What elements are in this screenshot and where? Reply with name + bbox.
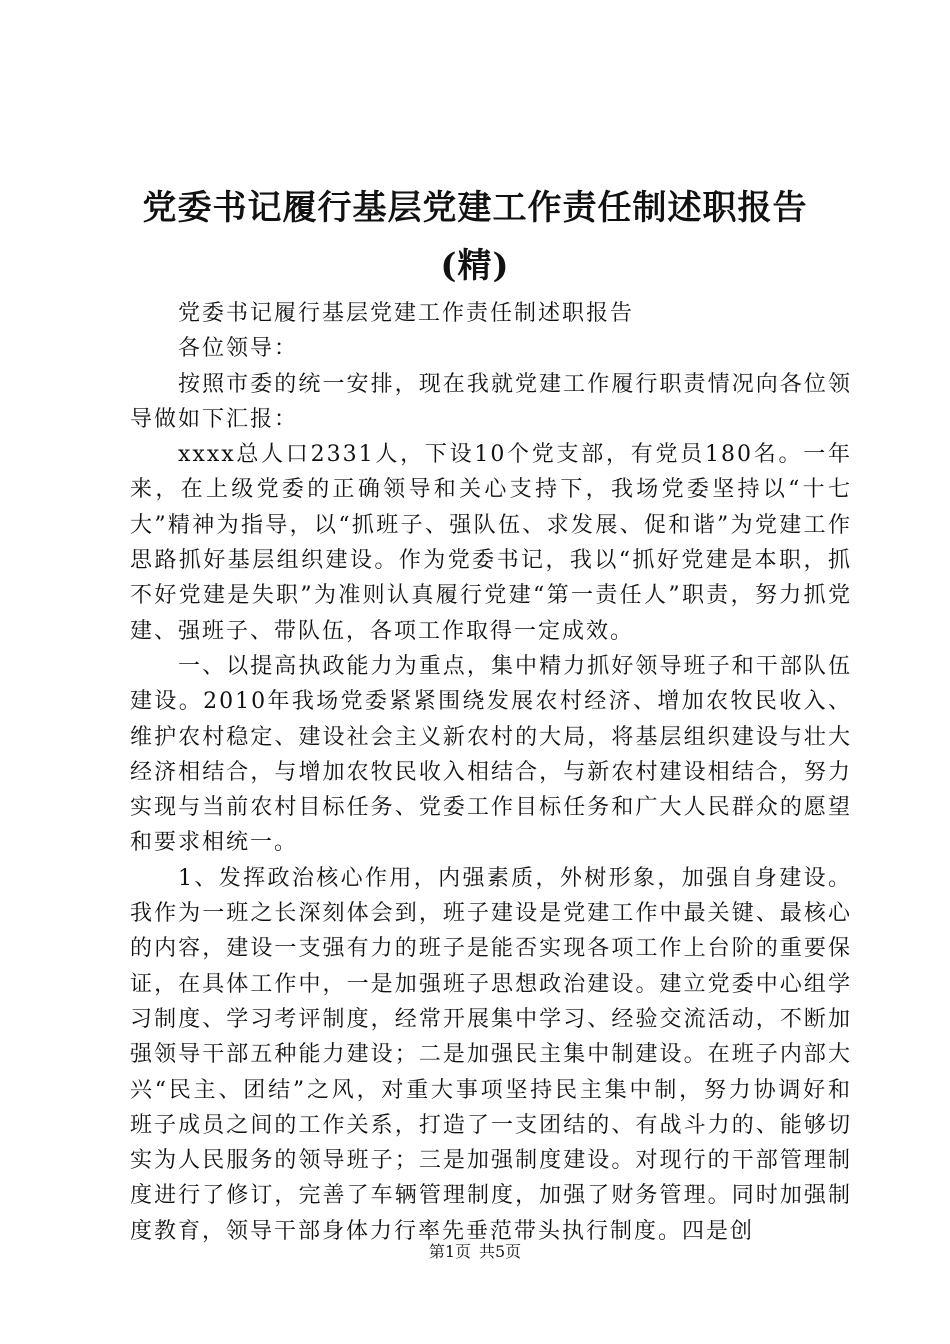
paragraph-salutation: 各位领导： (178, 336, 299, 362)
document-body (130, 296, 852, 1249)
page-number: 第1页 (428, 1242, 471, 1261)
document-title-line2: (精) (440, 246, 510, 286)
document-title-line1: 党委书记履行基层党建工作责任制述职报告 (142, 188, 808, 228)
paragraph-item-one: 1、发挥政治核心作用，内强素质，外树形象，加强自身建设。我作为一班之长深刻体会到，班子建设是党建工作中最关键、最核心的内容，建设一支强有力的班子是能否实现各项工作上台阶的重要保证，在具体工作中，一是加强班子思想政治建设。建立党委中心组学习制度、学习考评制度，经常开展集中学习、经验交流活动，不断加强领导干部五种能力建设；二是加强民主集中制建设。在班子内部大兴“民主、团结”之风，对重大事项坚持民主集中制，努力协调好和班子成员之间的工作关系，打造了一支团结的、有战斗力的、能够切实为人民服务的领导班子；三是加强制度建设。对现行的干部管理制度进行了修订，完善了车辆管理制度，加强了财务管理。同时加强制度教育，领导干部身体力行率先垂范带头执行制度。四是创 (130, 865, 852, 1244)
paragraph-subtitle: 党委书记履行基层党建工作责任制述职报告 (178, 301, 635, 326)
paragraph-intro: 按照市委的统一安排，现在我就党建工作履行职责情况向各位领导做如下汇报： (130, 371, 852, 432)
paragraph-section-one: 一、以提高执政能力为重点，集中精力抓好领导班子和干部队伍建设。2010年我场党委紧紧围绕发展农村经济、增加农牧民收入、维护农村稳定、建设社会主义新农村的大局，将基层组织建设与壮大经济相结合，与增加农牧民收入相结合，与新农村建设相结合，努力实现与当前农村目标任务、党委工作目标任务和广大人民群众的愿望和要求相统一。 (130, 653, 852, 856)
page-total: 共5页 (479, 1242, 522, 1261)
paragraph-overview: xxxx总人口2331人，下设10个党支部，有党员180名。一年来，在上级党委的正确领导和关心支持下，我场党委坚持以“十七大”精神为指导，以“抓班子、强队伍、求发展、促和谐”为党建工作思路抓好基层组织建设。作为党委书记，我以“抓好党建是本职，抓不好党建是失职”为准则认真履行党建“第一责任人”职责，努力抓党建、强班子、带队伍，各项工作取得一定成效。 (130, 442, 852, 644)
page-footer (0, 1242, 950, 1262)
